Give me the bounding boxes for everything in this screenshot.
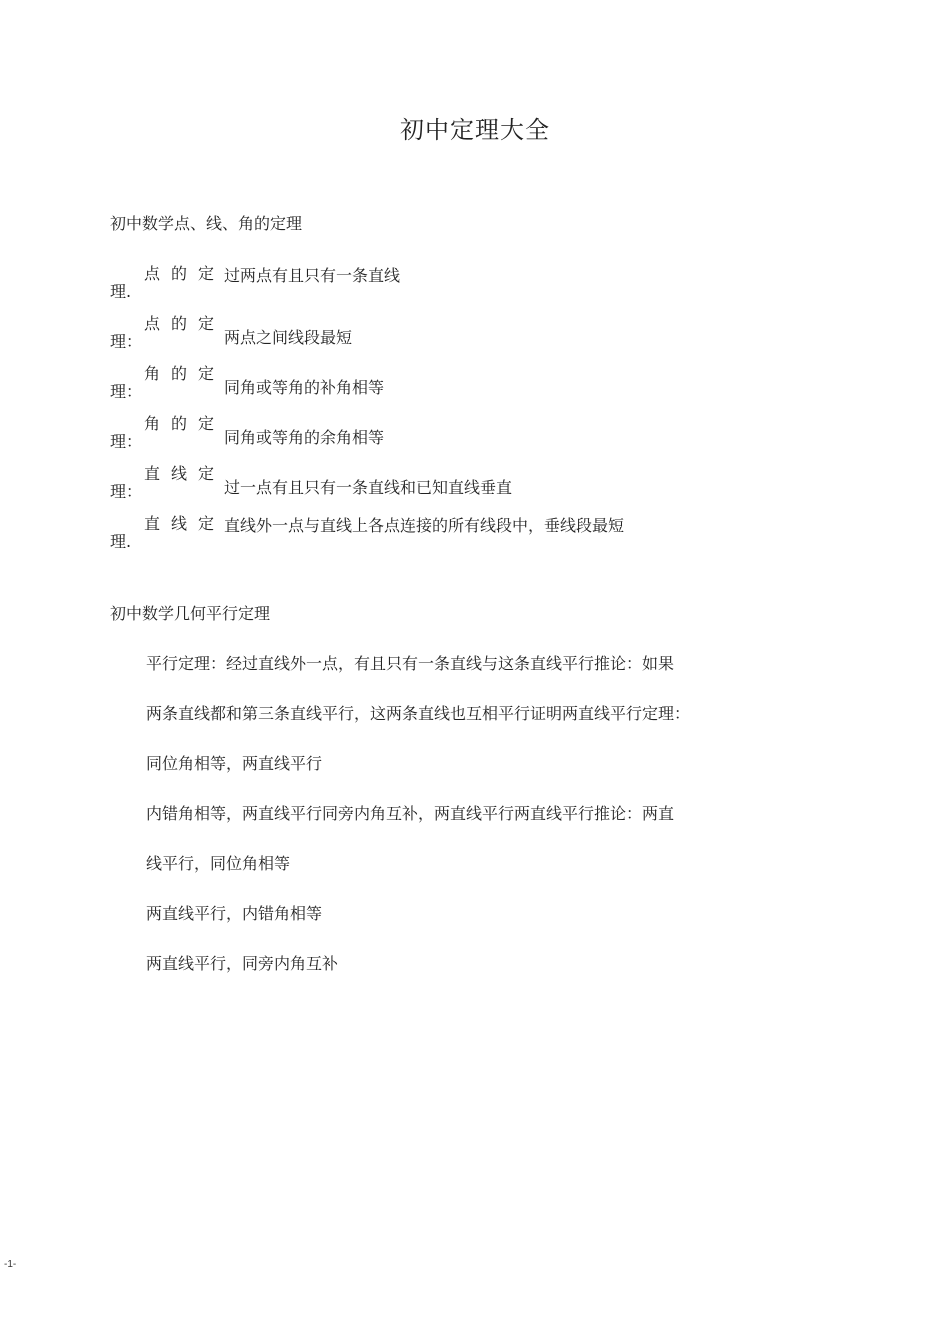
definition-label-top: 角 的 定 [144,364,214,383]
paragraph-line: 两条直线都和第三条直线平行，这两条直线也互相平行证明两直线平行定理： [146,704,691,723]
definition-row [110,362,710,412]
definition-label [110,262,220,312]
page-number: -1- [4,1259,17,1270]
paragraph-line: 内错角相等，两直线平行同旁内角互补，两直线平行两直线平行推论：两直 [146,804,675,823]
paragraph-line: 线平行，同位角相等 [146,854,291,873]
definition-label-top: 直 线 定 [144,464,214,483]
definition-label-top: 点 的 定 [144,314,214,333]
definition-label-top: 点 的 定 [144,264,214,283]
definition-label-bottom: 理： [110,382,143,401]
definition-text: 同角或等角的补角相等 [224,378,385,397]
paragraph-line: 两直线平行，内错角相等 [146,904,323,923]
definition-label [110,512,220,562]
document-title: 初中定理大全 [400,116,550,144]
paragraph-line: 两直线平行，同旁内角互补 [146,954,339,973]
definition-label [110,412,220,462]
definition-label-bottom: 理： [110,482,143,501]
paragraph-line: 同位角相等，两直线平行 [146,754,323,773]
definition-text: 两点之间线段最短 [224,328,353,347]
definition-label-top: 角 的 定 [144,414,214,433]
definition-text: 过一点有且只有一条直线和已知直线垂直 [224,478,513,497]
definition-label-top: 直 线 定 [144,514,214,533]
section-heading-points-lines-angles: 初中数学点、线、角的定理 [110,214,303,233]
paragraph-line: 平行定理：经过直线外一点，有且只有一条直线与这条直线平行推论：如果 [146,654,675,673]
definition-text: 过两点有且只有一条直线 [224,266,401,285]
definition-label [110,362,220,412]
definition-row [110,462,710,512]
definition-label [110,462,220,512]
definition-text: 同角或等角的余角相等 [224,428,385,447]
definition-row [110,412,710,462]
definition-label-bottom: 理. [110,282,132,301]
definition-label-bottom: 理： [110,432,143,451]
definition-row [110,262,710,312]
definition-text: 直线外一点与直线上各点连接的所有线段中，垂线段最短 [224,516,625,535]
definition-label-bottom: 理. [110,532,132,551]
definition-row [110,512,710,551]
section-heading-parallel-theorems: 初中数学几何平行定理 [110,604,271,623]
definition-list [110,262,710,551]
definition-row [110,312,710,362]
definition-label [110,312,220,362]
definition-label-bottom: 理： [110,332,143,351]
